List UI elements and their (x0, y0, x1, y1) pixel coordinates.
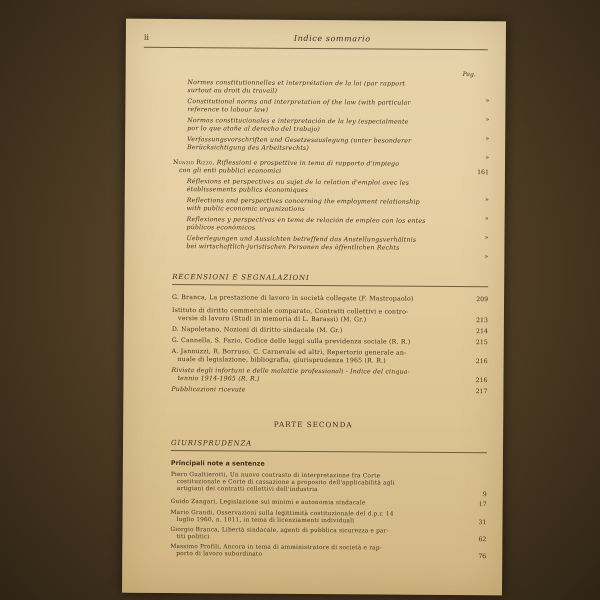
page-ref: » (484, 253, 489, 261)
review-entry: G. Branca, La prestazione di lavoro in società collegate (F. Mastropaolo) (172, 294, 414, 303)
rizzo-translation-de: Ueberlegungen und Aussichten betreffend das Anstellungsverhältnis bei wirtschaftlich-juristischen Personen des öffentlichen Rechts (186, 235, 417, 252)
case-note-entry: Mario Grandi, Osservazioni sulla legittimità costituzionale del d.p.r. 14 luglio 1960, n. 1011, in tema di licenziamenti individuali (170, 510, 394, 525)
page-ref: 213 (476, 317, 488, 325)
page-ref: 215 (475, 339, 488, 347)
essay-entry-fr: Normes constitutionnelles et interprétation de la loi (par rapport surtout au droit du travail) (187, 79, 406, 95)
page-ref: 62 (478, 536, 487, 544)
page-ref: 216 (475, 358, 488, 366)
page-ref: 217 (475, 388, 488, 396)
case-note-entry: Guido Zangari, Legislazione sui minimi e autonomia sindacale (170, 499, 366, 507)
essay-entry-es: Normas constitucionales e interpretación de la ley (especialmente por lo que atañe al derecho del trabajo) (187, 117, 409, 133)
page-ref: » (484, 196, 489, 204)
header-rule (144, 47, 488, 50)
case-note-entry: Piero Gualtierotti, Un nuovo contrasto di interpretazione fra Corte costituzionale e Corte di cassazione a proposito dell'applicabilità agli artigiani dei contratti collettivi dell'industria (170, 472, 395, 494)
section-rule (171, 450, 487, 453)
page-ref: 76 (478, 553, 487, 561)
page-ref: 161 (477, 169, 489, 177)
page-ref: 9 (482, 491, 487, 499)
page-title: Indice sommario (293, 33, 371, 44)
review-entry: G. Cannella, S. Fazio, Codice delle leggi sulla previdenza sociale (R. R.) (171, 337, 411, 346)
page-ref: 17 (478, 501, 487, 509)
case-note-entry: Giorgio Branca, Libertà sindacale, agenti di pubblica sicurezza e par- titi politici (170, 527, 389, 541)
case-note-entry: Massimo Profili, Ancora in tema di amministratore di società e rap- porto di lavoro subordinato (170, 544, 382, 558)
pag-column-label: Pag. (462, 71, 476, 79)
page-ref: » (484, 215, 489, 223)
page-ref: 216 (475, 377, 488, 385)
rizzo-translation-en: Reflections and perspectives concerning the employment relationship with public economic organizations (186, 197, 420, 213)
page-ref: » (484, 234, 489, 242)
running-header (144, 33, 488, 47)
review-entry: D. Napoletano, Nozioni di diritto sindacale (M. Gr.) (171, 326, 343, 335)
page-number: ii (143, 32, 150, 42)
rizzo-translation-es: Reflexiones y perspectivas en tema de relación de empleo con los entes públicos económicos (186, 216, 426, 232)
review-entry: Rivista degli infortuni e delle malattie professionali - Indice del cinqua- tennio 1914-1965 (R. R.) (171, 367, 410, 383)
essay-entry-en: Constitutional norms and interpretation of the law (with particular reference to labour law) (187, 98, 411, 114)
section-rule (172, 284, 488, 287)
page-ref: » (485, 135, 490, 143)
section-heading-giurisprudenza: GIURISPRUDENZA (171, 439, 253, 448)
page-ref: 31 (478, 519, 487, 527)
page-ref: » (485, 97, 490, 105)
subheading-principali-note: Principali note a sentenze (170, 459, 265, 468)
page-ref: 214 (475, 328, 488, 336)
review-entry: A. Jannuzzi, R. Borruso, C. Carnevale ed altri, Repertorio generale an- nuale di legislazione, bibliografia, giurisprudenza 1965 (R. R.) (171, 348, 407, 365)
page-ref: » (485, 116, 490, 124)
rizzo-translation-fr: Réflexions et perspectives au sujet de la relation d'emploi avec les établissements publics économiques (186, 178, 410, 194)
document-page (122, 19, 506, 596)
essay-entry-de: Verfassungsvorschriften und Gesetzesauslegung (unter besonderer Berücksichtigung des Arbeitsrechts) (187, 136, 412, 152)
page-ref: 209 (476, 296, 489, 304)
part-two-heading: PARTE SECONDA (273, 419, 353, 430)
review-entry: Pubblicazioni ricevute (171, 386, 246, 394)
page-ref: » (485, 154, 490, 162)
review-entry: Istituto di diritto commerciale comparato, Contratti collettivi e contro- versie di lavoro (Studi in memoria di L. Barassi) (M. Gr.) (171, 307, 409, 323)
rizzo-entry: Nunzio Rizzo, Riflessioni e prospettive in tema di rapporto d'impiego con gli enti pubblici economici (172, 159, 400, 175)
section-heading-recensioni: RECENSIONI E SEGNALAZIONI (172, 273, 310, 282)
